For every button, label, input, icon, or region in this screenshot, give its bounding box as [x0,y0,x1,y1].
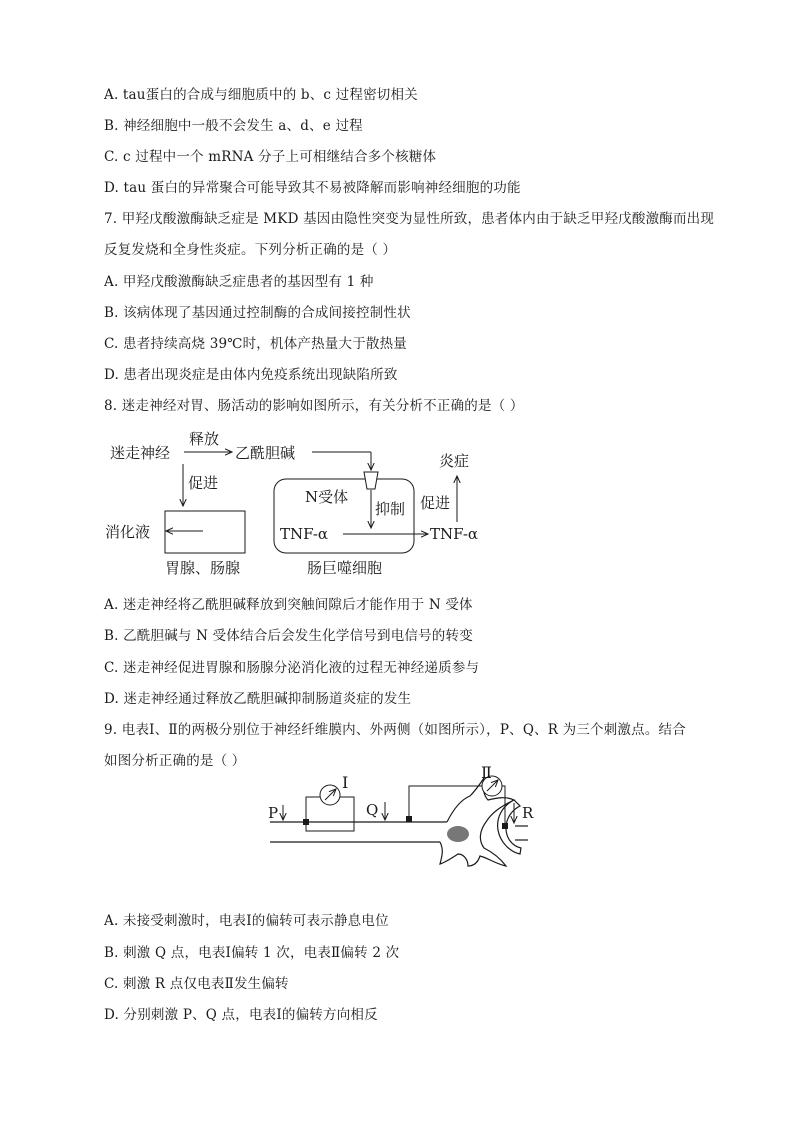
q9-option-c: C. 刺激 R 点仅电表Ⅱ发生偏转 [104,976,289,992]
point-p-label: P [268,804,279,822]
digestive-juice-label: 消化液 [105,523,151,541]
n-receptor-label: N受体 [305,488,349,506]
point-q-label: Q [366,801,379,819]
q9-stem-line2: 如图分析正确的是（ ） [104,753,246,769]
q8-option-c: C. 迷走神经促进胃腺和肠腺分泌消化液的过程无神经递质参与 [104,660,480,676]
q8-stem: 8. 迷走神经对胃、肠活动的影响如图所示，有关分析不正确的是（ ） [104,398,524,414]
vagus-label: 迷走神经 [110,444,171,462]
q7-option-b: B. 该病体现了基因通过控制酶的合成间接控制性状 [104,305,411,321]
meter-1-label: I [342,773,349,792]
point-r-label: R [522,804,534,822]
neuron-nucleus [447,826,469,842]
q8-option-d: D. 迷走神经通过释放乙酰胆碱抑制肠道炎症的发生 [104,691,412,707]
q9-stem-line1: 9. 电表Ⅰ、Ⅱ的两极分别位于神经纤维膜内、外两侧（如图所示），P、Q、R 为三个刺激点。结合 [104,722,686,738]
q7-stem-line2: 反复发烧和全身性炎症。下列分析正确的是（ ） [104,242,397,258]
q6-option-d: D. tau 蛋白的异常聚合可能导致其不易被降解而影响神经细胞的功能 [104,180,521,196]
macrophage-label: 肠巨噬细胞 [307,559,383,577]
release-label: 释放 [189,430,220,448]
ach-label: 乙酰胆碱 [235,444,296,462]
glands-label: 胃腺、肠腺 [165,559,241,577]
q7-stem-line1: 7. 甲羟戊酸激酶缺乏症是 MKD 基因由隐性突变为显性所致，患者体内由于缺乏甲羟戊酸激酶而出现 [104,211,715,227]
meter-1-electrode [303,819,309,825]
inhibit-label: 抑制 [375,500,406,518]
promote-label-1: 促进 [188,474,219,492]
q8-option-a: A. 迷走神经将乙酰胆碱释放到突触间隙后才能作用于 N 受体 [104,597,473,613]
meter-2-electrode-right [502,823,508,829]
q7-option-c: C. 患者持续高烧 39℃时，机体产热量大于散热量 [104,336,408,352]
q7-option-d: D. 患者出现炎症是由体内免疫系统出现缺陷所致 [104,367,398,383]
q6-option-c: C. c 过程中一个 mRNA 分子上可相继结合多个核糖体 [104,149,437,165]
q9-option-a: A. 未接受刺激时，电表Ⅰ的偏转可表示静息电位 [104,913,389,929]
q6-option-a: A. tau蛋白的合成与细胞质中的 b、c 过程密切相关 [104,87,418,103]
inflammation-label: 炎症 [439,452,470,470]
q7-option-a: A. 甲羟戊酸激酶缺乏症患者的基因型有 1 种 [104,274,374,290]
q8-option-b: B. 乙酰胆碱与 N 受体结合后会发生化学信号到电信号的转变 [104,628,473,644]
q6-option-b: B. 神经细胞中一般不会发生 a、d、e 过程 [104,118,363,134]
q9-option-d: D. 分别刺激 P、Q 点，电表Ⅰ的偏转方向相反 [104,1007,378,1023]
meter-2-electrode-left [406,816,412,822]
promote-label-2: 促进 [420,494,451,512]
q9-option-b: B. 刺激 Q 点，电表Ⅰ偏转 1 次，电表Ⅱ偏转 2 次 [104,945,400,961]
tnf-right-label: TNF-α [430,525,479,543]
meter-2-label: Ⅱ [481,763,492,782]
tnf-left-label: TNF-α [280,525,329,543]
